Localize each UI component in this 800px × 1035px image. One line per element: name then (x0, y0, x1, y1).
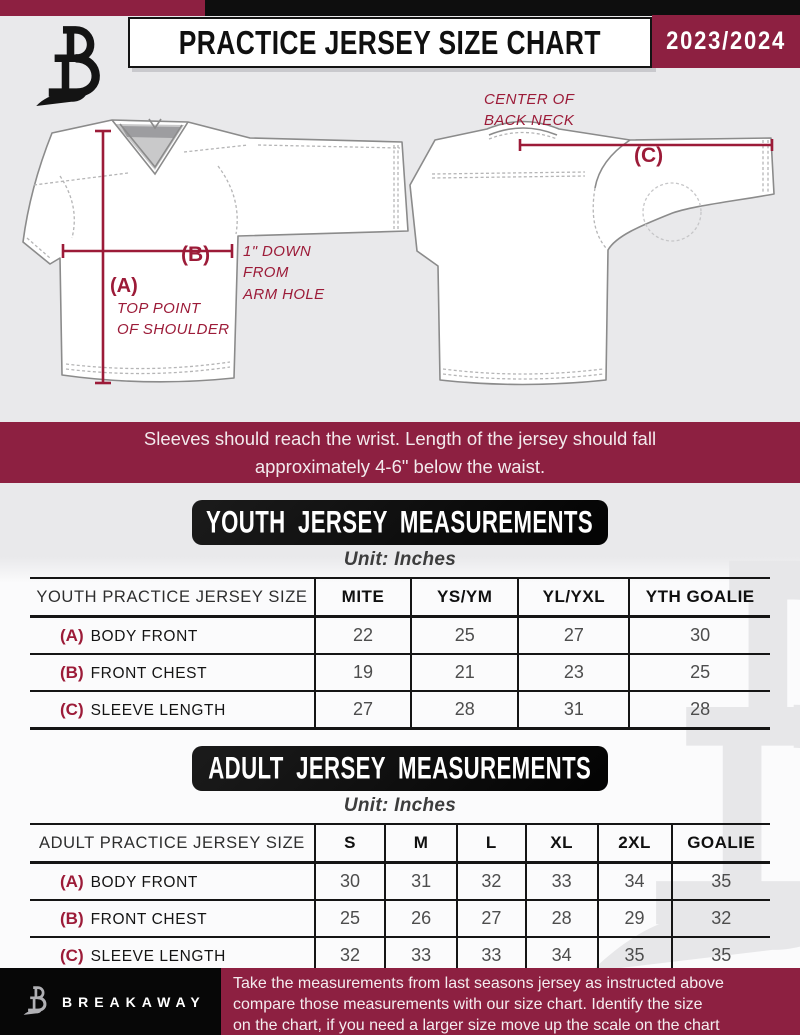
back-jersey-outline (410, 122, 774, 385)
size-value-cell: 33 (526, 863, 598, 901)
size-value-cell: 21 (411, 654, 518, 691)
row-key: (A) (60, 872, 84, 891)
column-header: 2XL (598, 824, 672, 863)
banner-line: approximately 4-6" below the waist. (254, 455, 546, 477)
armhole-annotation: 1" DOWN FROM ARM HOLE (243, 243, 325, 303)
size-value-cell: 28 (526, 900, 598, 937)
size-value-cell: 31 (385, 863, 457, 901)
table-row (30, 654, 770, 691)
season-label: 2023/2024 (666, 27, 786, 55)
row-key: (A) (60, 626, 84, 645)
size-value-cell: 28 (411, 691, 518, 729)
back-neck-annotation: CENTER OF BACK NECK (484, 91, 575, 130)
column-header: S (315, 824, 385, 863)
row-key: (C) (60, 700, 84, 719)
size-value-cell: 26 (385, 900, 457, 937)
column-header: YS/YM (411, 578, 518, 617)
page-title: PRACTICE JERSEY SIZE CHART (178, 23, 602, 61)
column-header: ADULT PRACTICE JERSEY SIZE (38, 833, 305, 852)
size-value-cell: 32 (672, 900, 770, 937)
column-header: GOALIE (672, 824, 770, 863)
measure-label-b: (B) (181, 243, 211, 266)
size-value-cell: 34 (598, 863, 672, 901)
column-header: M (385, 824, 457, 863)
table-row (30, 900, 770, 937)
size-value-cell: 32 (457, 863, 526, 901)
size-value-cell: 30 (315, 863, 385, 901)
youth-unit-label: Unit: Inches (343, 549, 457, 570)
footer-note-line: compare those measurements with our size chart. Identify the size (233, 995, 703, 1013)
page-title-box (128, 17, 652, 68)
size-value-cell: 25 (411, 617, 518, 655)
adult-section-heading: ADULT JERSEY MEASUREMENTS (192, 746, 608, 791)
adult-unit-label: Unit: Inches (343, 795, 457, 816)
footer-note (221, 968, 800, 1035)
table-row (30, 863, 770, 901)
size-value-cell: 30 (629, 617, 770, 655)
footer-brand-box (0, 968, 221, 1035)
table-header-row (30, 578, 770, 617)
size-value-cell: 33 (457, 937, 526, 968)
size-value-cell: 25 (629, 654, 770, 691)
youth-size-table (30, 577, 770, 730)
column-header: L (457, 824, 526, 863)
row-label-cell: (B) FRONT CHEST (60, 663, 208, 682)
column-header: YL/YXL (518, 578, 629, 617)
size-value-cell: 33 (385, 937, 457, 968)
size-value-cell: 35 (598, 937, 672, 968)
row-label-cell: (C) SLEEVE LENGTH (60, 700, 226, 719)
size-value-cell: 27 (518, 617, 629, 655)
season-badge (652, 15, 800, 68)
size-value-cell: 28 (629, 691, 770, 729)
size-value-cell: 22 (315, 617, 411, 655)
size-value-cell: 32 (315, 937, 385, 968)
instruction-banner (0, 422, 800, 483)
header-and-diagrams (0, 0, 800, 422)
footer-note-line: Take the measurements from last seasons jersey as instructed above (233, 975, 724, 992)
banner-line: Sleeves should reach the wrist. Length of the jersey should fall (143, 427, 657, 449)
measure-label-a: (A) (110, 275, 138, 297)
table-row (30, 617, 770, 655)
size-value-cell: 25 (315, 900, 385, 937)
column-header: YTH GOALIE (629, 578, 770, 617)
footer (0, 968, 800, 1035)
top-strip-black (205, 0, 800, 16)
row-label-cell: (B) FRONT CHEST (60, 909, 208, 928)
youth-section-heading: YOUTH JERSEY MEASUREMENTS (192, 500, 608, 545)
row-key: (B) (60, 663, 84, 682)
row-label-cell: (A) BODY FRONT (60, 626, 198, 645)
row-label-cell: (C) SLEEVE LENGTH (60, 946, 226, 965)
table-row (30, 937, 770, 968)
top-strip-maroon (0, 0, 205, 16)
table-header-row (30, 824, 770, 863)
table-row (30, 691, 770, 729)
breakaway-logo-footer-icon (20, 985, 50, 1019)
size-value-cell: 29 (598, 900, 672, 937)
size-value-cell: 35 (672, 863, 770, 901)
row-label-cell: (A) BODY FRONT (60, 872, 198, 891)
footer-note-line: on the chart, if you need a larger size move up the scale on the chart (233, 1016, 720, 1034)
size-value-cell: 35 (672, 937, 770, 968)
column-header: MITE (315, 578, 411, 617)
size-value-cell: 23 (518, 654, 629, 691)
column-header: YOUTH PRACTICE JERSEY SIZE (36, 587, 308, 606)
measure-label-c: (C) (634, 144, 664, 167)
adult-size-table (30, 823, 770, 968)
tables-section (0, 483, 800, 968)
brand-name: BREAKAWAY (62, 993, 206, 1010)
size-value-cell: 34 (526, 937, 598, 968)
size-value-cell: 31 (518, 691, 629, 729)
jersey-diagrams (0, 88, 800, 422)
size-value-cell: 19 (315, 654, 411, 691)
size-value-cell: 27 (457, 900, 526, 937)
row-key: (B) (60, 909, 84, 928)
column-header: XL (526, 824, 598, 863)
row-key: (C) (60, 946, 84, 965)
size-value-cell: 27 (315, 691, 411, 729)
shoulder-annotation: TOP POINT OF SHOULDER (117, 300, 230, 339)
